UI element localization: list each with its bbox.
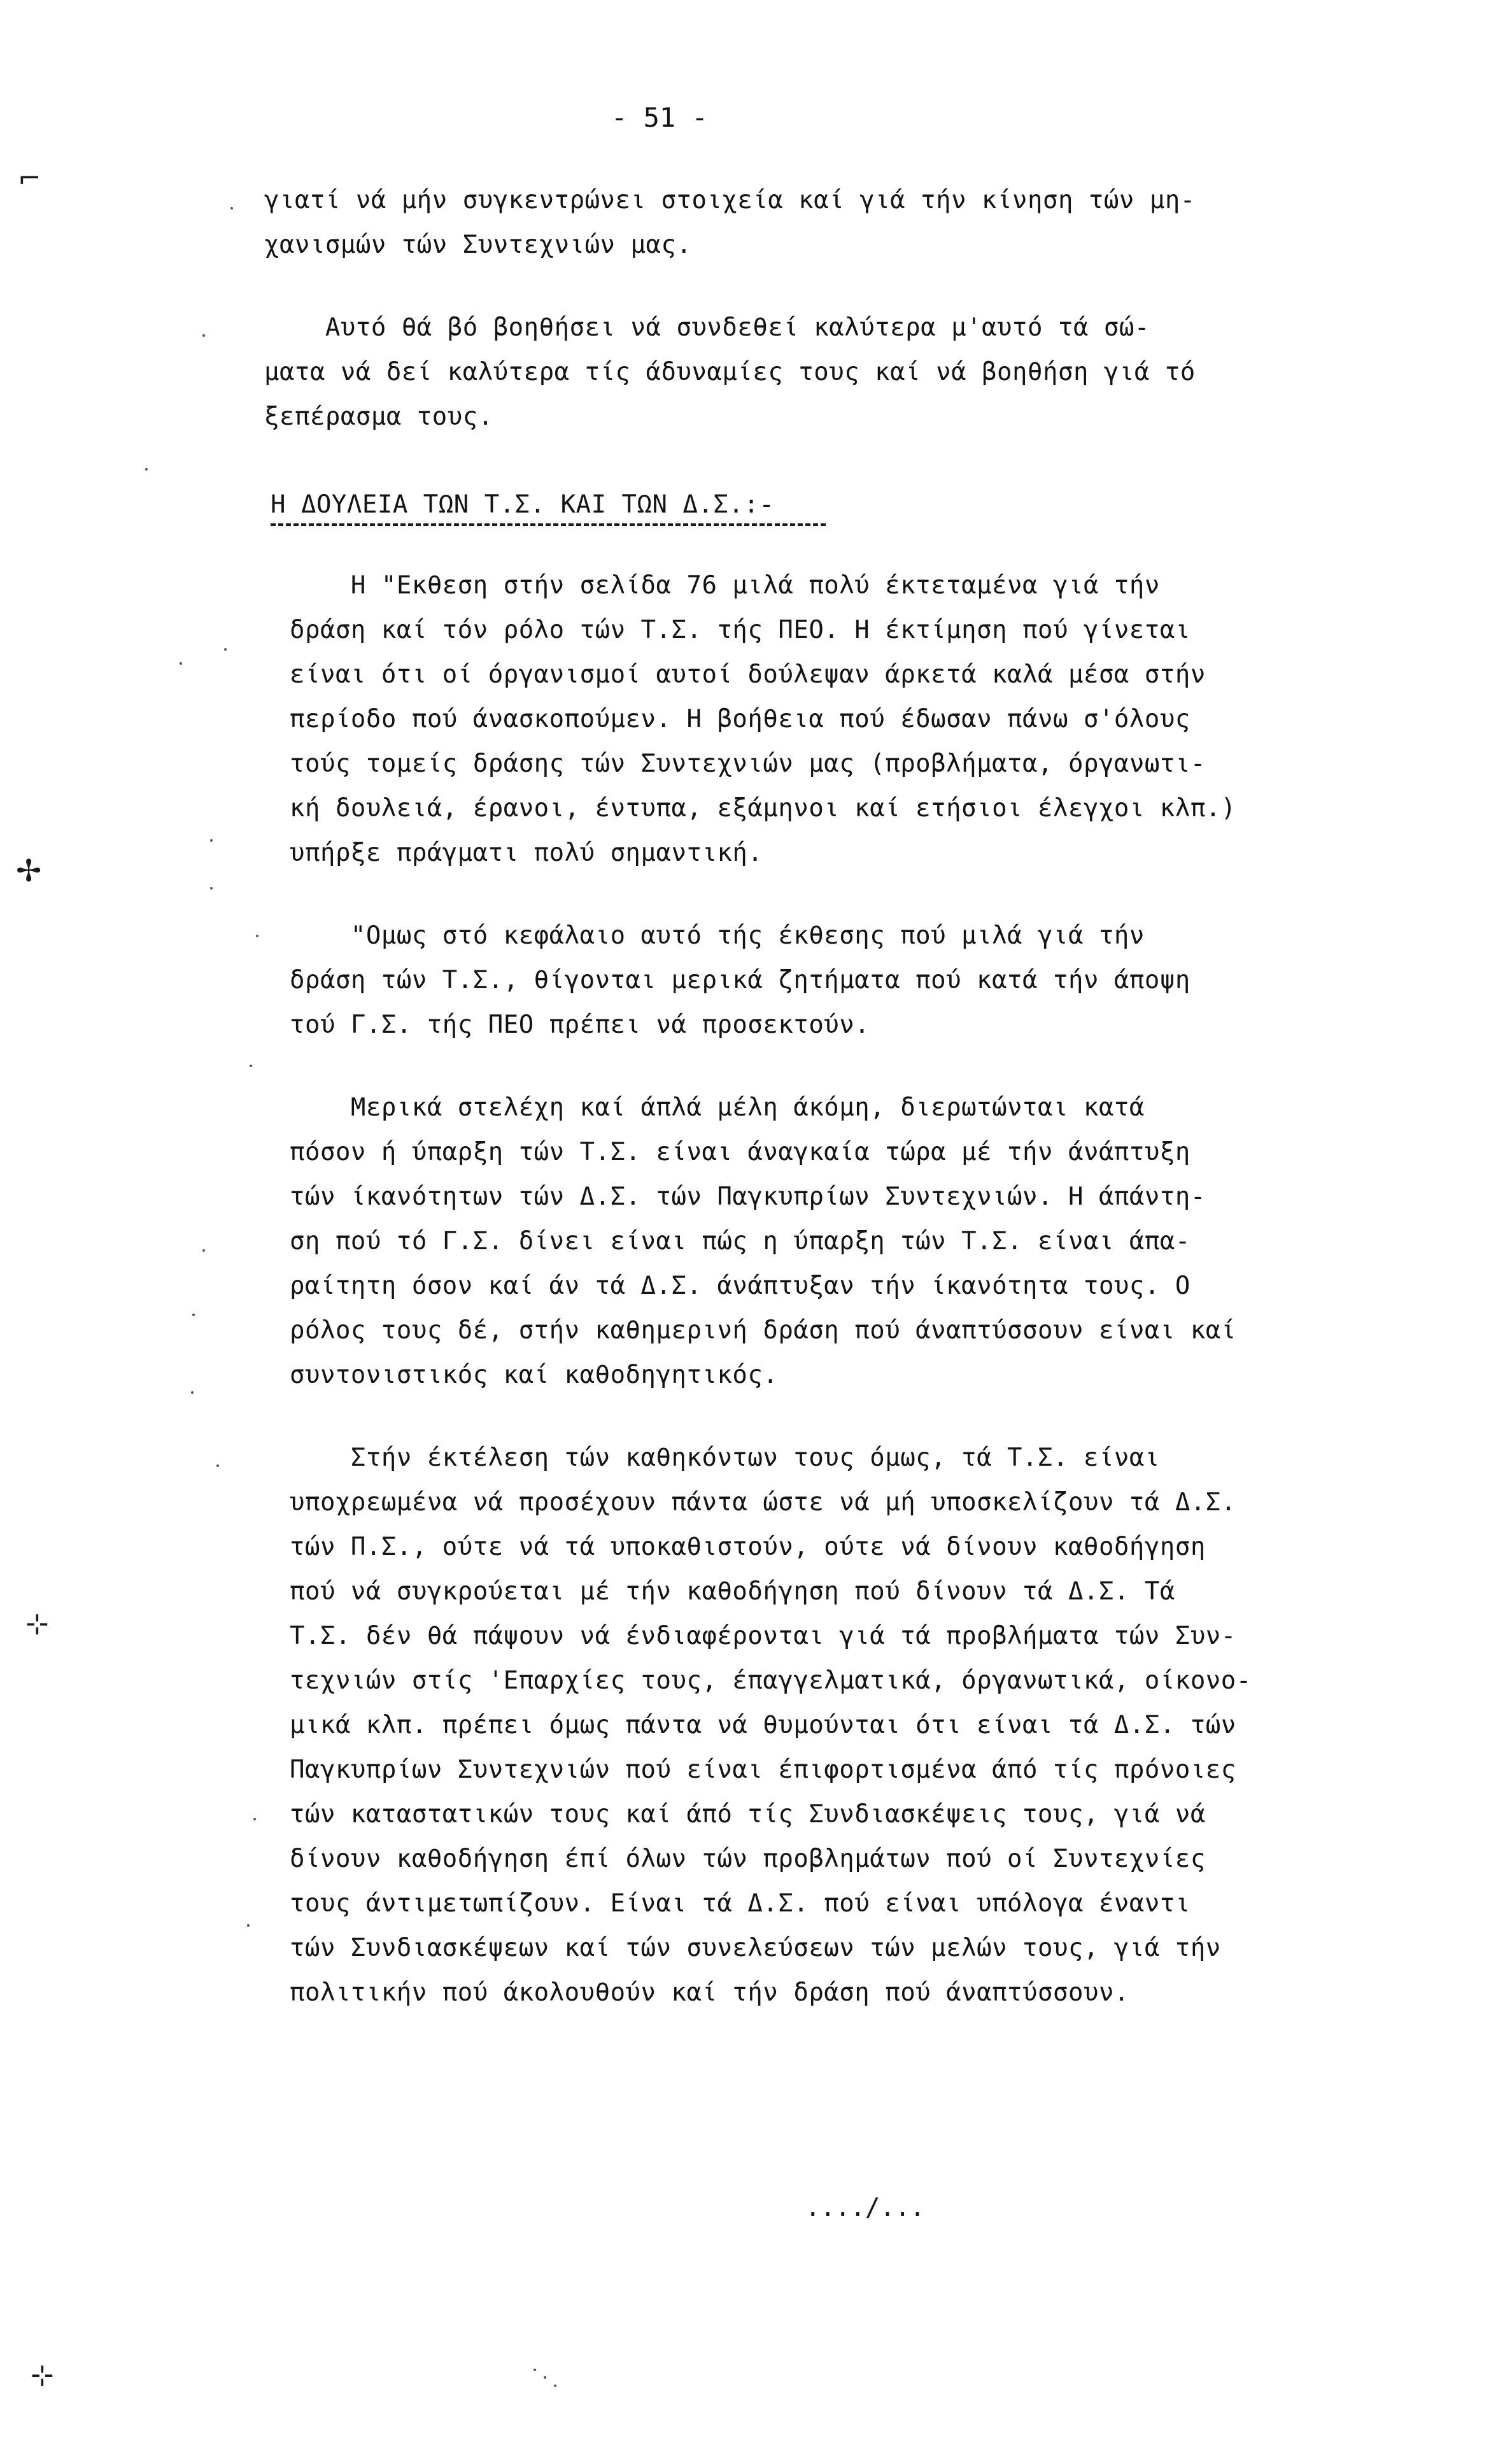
registration-cross-icon: ✢ xyxy=(16,853,42,889)
scan-speck xyxy=(145,468,148,471)
text-line: υπήρξε πράγματι πολύ σημαντική. xyxy=(290,839,763,867)
text-line: συντονιστικός καί καθοδηγητικός. xyxy=(290,1361,779,1389)
scan-speck xyxy=(544,2376,546,2379)
scan-speck xyxy=(202,334,205,337)
text-line: ραίτητη όσον καί άν τά Δ.Σ. άνάπτυξαν τήν ίκανότητα τους. Ο xyxy=(290,1272,1191,1300)
text-line: υποχρεωμένα νά προσέχουν πάντα ώστε νά μή υποσκελίζουν τά Δ.Σ. xyxy=(290,1488,1236,1517)
text-line: ρόλος τους δέ, στήν καθημερινή δράση πού άναπτύσσουν είναι καί xyxy=(290,1316,1236,1345)
text-line: δράση καί τόν ρόλο τών Τ.Σ. τής ΠΕΟ. Η έκτίμηση πού γίνεται xyxy=(290,616,1191,644)
scan-speck xyxy=(210,887,213,889)
text-line: δράση τών Τ.Σ., θίγονται μερικά ζητήματα πού κατά τήν άποψη xyxy=(290,966,1191,995)
text-line: ματα νά δεί καλύτερα τίς άδυναμίες τους καί νά βοηθήση γιά τό xyxy=(264,358,1196,386)
scan-speck xyxy=(554,2385,556,2387)
scan-speck xyxy=(224,648,227,651)
text-line: τών καταστατικών τους καί άπό τίς Συνδιασκέψεις τους, γιά νά xyxy=(290,1800,1206,1829)
text-line: τους άντιμετωπίζουν. Είναι τά Δ.Σ. πού είναι υπόλογα έναντι xyxy=(290,1889,1191,1918)
text-line: Αυτό θά βό βοηθήσει νά συνδεθεί καλύτερα μ'αυτό τά σώ- xyxy=(264,313,1150,342)
text-line: Τ.Σ. δέν θά πάψουν νά ένδιαφέρονται γιά τά προβλήματα τών Συν- xyxy=(290,1622,1236,1650)
scan-speck xyxy=(247,1924,250,1927)
text-line: τούς τομείς δράσης τών Συντεχνιών μας (προβλήματα, όργανωτι- xyxy=(290,749,1206,778)
text-line: τεχνιών στίς 'Επαρχίες τους, έπαγγελματικά, όργανωτικά, οίκονο- xyxy=(290,1666,1252,1695)
registration-cross-icon: ⊹ xyxy=(25,1608,49,1640)
text-line: ση πού τό Γ.Σ. δίνει είναι πώς η ύπαρξη τών Τ.Σ. είναι άπα- xyxy=(290,1227,1191,1256)
registration-mark-icon: ⌐ xyxy=(18,162,41,195)
text-line: "Ομως στό κεφάλαιο αυτό τής έκθεσης πού μιλά γιά τήν xyxy=(290,921,1145,950)
text-line: είναι ότι οί όργανισμοί αυτοί δούλεψαν άρκετά καλά μέσα στήν xyxy=(290,660,1206,689)
scan-speck xyxy=(230,207,233,209)
scan-speck xyxy=(533,2369,536,2371)
text-line: τών Συνδιασκέψεων καί τών συνελεύσεων τών μελών τους, γιά τήν xyxy=(290,1934,1221,1962)
text-line: Μερικά στελέχη καί άπλά μέλη άκόμη, διερωτώνται κατά xyxy=(290,1093,1145,1122)
scan-speck xyxy=(250,1065,252,1067)
scan-speck xyxy=(256,935,258,937)
scan-speck xyxy=(253,1818,256,1820)
scan-speck xyxy=(180,662,182,665)
text-line: κή δουλειά, έρανοι, έντυπα, εξάμηνοι καί ετήσιοι έλεγχοι κλπ.) xyxy=(290,794,1236,823)
text-line: τού Γ.Σ. τής ΠΕΟ πρέπει νά προσεκτούν. xyxy=(290,1010,870,1039)
page-number: - 51 - xyxy=(611,102,708,133)
text-line: τών ίκανότητων τών Δ.Σ. τών Παγκυπρίων Συντεχνιών. Η άπάντη- xyxy=(290,1182,1206,1211)
text-line: τών Π.Σ., ούτε νά τά υποκαθιστούν, ούτε νά δίνουν καθοδήγηση xyxy=(290,1533,1206,1561)
text-line: μικά κλπ. πρέπει όμως πάντα νά θυμούνται ότι είναι τά Δ.Σ. τών xyxy=(290,1711,1236,1740)
scan-speck xyxy=(216,1464,219,1467)
text-line: δίνουν καθοδήγηση έπί όλων τών προβλημάτων πού οί Συντεχνίες xyxy=(290,1845,1206,1873)
text-line: Στήν έκτέλεση τών καθηκόντων τους όμως, τά Τ.Σ. είναι xyxy=(290,1443,1160,1472)
text-line: πόσον ή ύπαρξη τών Τ.Σ. είναι άναγκαία τώρα μέ τήν άνάπτυξη xyxy=(290,1138,1191,1166)
continuation-mark: ..../... xyxy=(805,2193,925,2222)
text-line: περίοδο πού άνασκοπούμεν. Η βοήθεια πού έδωσαν πάνω σ'όλους xyxy=(290,705,1191,734)
scan-speck xyxy=(192,1314,195,1316)
text-line: ξεπέρασμα τους. xyxy=(264,402,493,431)
scan-speck xyxy=(202,1249,205,1252)
heading-underline xyxy=(271,523,826,526)
text-line: γιατί νά μήν συγκεντρώνει στοιχεία καί γιά τήν κίνηση τών μη- xyxy=(264,186,1196,215)
scan-speck xyxy=(210,839,213,842)
text-line: πολιτικήν πού άκολουθούν καί τήν δράση πού άναπτύσσουν. xyxy=(290,1978,1129,2007)
text-line: χανισμών τών Συντεχνιών μας. xyxy=(264,230,692,259)
text-line: πού νά συγκρούεται μέ τήν καθοδήγηση πού δίνουν τά Δ.Σ. Τά xyxy=(290,1577,1175,1606)
scan-speck xyxy=(191,1391,194,1394)
registration-cross-icon: ⊹ xyxy=(31,2359,54,2392)
text-line: Παγκυπρίων Συντεχνιών πού είναι έπιφορτισμένα άπό τίς πρόνοιες xyxy=(290,1755,1236,1784)
text-line: Η "Εκθεση στήν σελίδα 76 μιλά πολύ έκτεταμένα γιά τήν xyxy=(290,571,1160,600)
section-heading: Η ΔΟΥΛΕΙΑ ΤΩΝ Τ.Σ. ΚΑΙ ΤΩΝ Δ.Σ.:- xyxy=(271,490,775,519)
